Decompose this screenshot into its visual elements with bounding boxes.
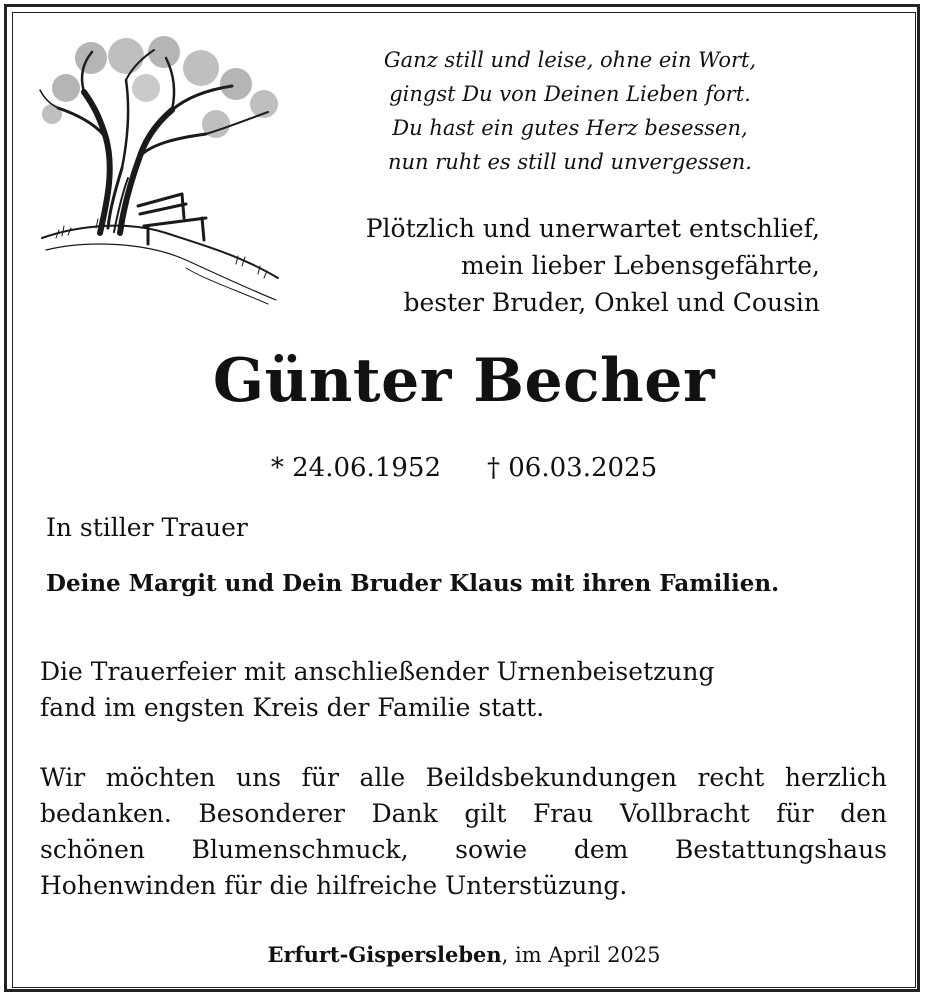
announcement-intro — [280, 210, 820, 321]
poem-line: Ganz still und leise, ohne ein Wort, — [383, 48, 757, 72]
intro-line: bester Bruder, Onkel und Cousin — [403, 288, 820, 317]
place-name: Erfurt-Gispersleben — [267, 942, 502, 967]
tree-with-bench-icon — [36, 28, 286, 310]
intro-line: mein lieber Lebensgefährte, — [461, 251, 820, 280]
thanks-line: Wir möchten uns für alle Beildsbekundungen recht herzlich — [40, 763, 887, 792]
mourning-label: In stiller Trauer — [46, 513, 248, 542]
poem-line: nun ruht es still und unvergessen. — [388, 150, 752, 174]
death-date: † 06.03.2025 — [487, 453, 658, 483]
thanks-line: schönen Blumenschmuck, sowie dem Bestattungshaus — [40, 835, 887, 864]
mourners-line: Deine Margit und Dein Bruder Klaus mit ihren Familien. — [46, 570, 780, 597]
poem-line: gingst Du von Deinen Lieben fort. — [389, 82, 751, 106]
poem-line: Du hast ein gutes Herz besessen, — [392, 116, 748, 140]
funeral-note-line: fand im engsten Kreis der Familie statt. — [40, 693, 545, 722]
funeral-note — [40, 654, 860, 726]
intro-line: Plötzlich und unerwartet entschlief, — [365, 214, 820, 243]
footer-date: , im April 2025 — [501, 943, 661, 967]
funeral-note-line: Die Trauerfeier mit anschließender Urnenbeisetzung — [40, 657, 715, 686]
thanks-paragraph — [40, 760, 887, 904]
place-date-footer — [0, 938, 928, 972]
thanks-line: Hohenwinden für die hilfreiche Unterstüzung. — [40, 871, 628, 900]
deceased-name: Günter Becher — [212, 346, 716, 416]
birth-date: * 24.06.1952 — [270, 453, 441, 483]
poem-block — [310, 43, 830, 179]
thanks-line: bedanken. Besonderer Dank gilt Frau Vollbracht für den — [40, 799, 887, 828]
life-dates — [0, 448, 928, 488]
